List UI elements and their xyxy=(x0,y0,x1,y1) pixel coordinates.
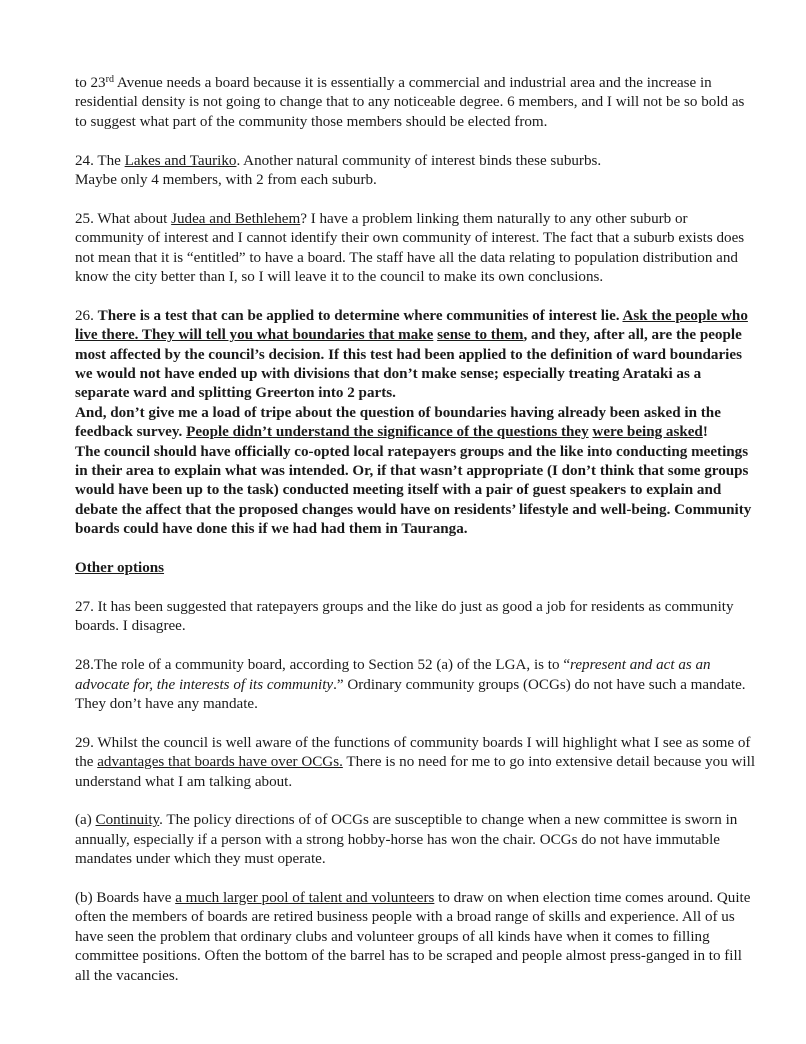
underlined-text: a much larger pool of talent and volunteers xyxy=(175,889,435,906)
text: to draw on when election time comes around. Quite often the members of boards are retired business people with a broad range of skills and experience. All of us have seen the problem that ordinary clubs and volunteer groups of all kinds have when it comes to filling committee positions. Often the bottom of the barrel has to be scraped and people almost press-ganged in to fill all the vacancies. xyxy=(75,889,751,984)
text: Avenue needs a board because it is essentially a commercial and industrial area and the increase in residential density is not going to change that to any noticeable degree. 6 members, and I will not be so bold as to suggest what part of the community those members should be elected from. xyxy=(75,75,745,130)
text: There is no need for me to go into extensive detail because you will understand what I am talking about. xyxy=(75,754,756,790)
text: (b) Boards have xyxy=(75,889,176,906)
paragraph-29 xyxy=(75,734,755,792)
text: 25. What about xyxy=(75,210,172,227)
paragraph-27: 27. It has been suggested that ratepayers groups and the like do just as good a job for residents as community boards. I disagree. xyxy=(75,598,734,635)
paragraph-a-continuity xyxy=(75,811,755,869)
paragraph-24 xyxy=(75,152,755,191)
text: . The policy directions of of OCGs are susceptible to change when a new committee is sworn in annually, especially if a person with a strong hobby-horse has won the chair. OCGs do not have immutable mandates under which they must operate. xyxy=(75,812,738,868)
bold-text: There is a test that can be applied to determine where communities of interest lie. xyxy=(97,307,623,324)
bold-underlined-text: were being asked xyxy=(592,424,703,441)
bold-underlined-text: People didn’t understand the significance of the questions they xyxy=(186,424,589,441)
underlined-text: Lakes and Tauriko xyxy=(124,152,237,169)
paragraph-25 xyxy=(75,210,755,288)
ordinal-suffix: rd xyxy=(105,74,114,85)
italic-quote: represent and act as an advocate for, the interests of its community xyxy=(75,657,711,693)
paragraph-26 xyxy=(75,307,755,540)
text: . Another natural community of interest binds these suburbs. xyxy=(236,152,602,169)
text: 29. Whilst the council is well aware of the functions of community boards I will highlight what I see as some of the xyxy=(75,734,751,771)
underlined-text: Judea and Bethlehem xyxy=(171,210,301,227)
paragraph-23-continued xyxy=(75,74,755,132)
bold-text: The council should have officially co-opted local ratepayers groups and the like into conducting meetings in their area to explain what was intended. Or, if that wasn’t appropriate (I don’t think that some groups would have been up to the task) conducted meeting itself with a pair of guest speakers to explain and debate the affect that the proposed changes would have on residents’ lifestyle and well-being. Community boards could have done this if we had had them in Tauranga. xyxy=(75,443,752,538)
text: to 23 xyxy=(75,75,106,91)
section-heading: Other options xyxy=(75,560,165,577)
bold-text: , and they, after all, are the people most affected by the council’s decision. If this test had been applied to the definition of ward boundaries we would not have ended up with divisions that don’t make sense; especially treating Arataki as a separate ward and splitting Greerton into 2 parts. xyxy=(75,327,742,402)
text: .” Ordinary community groups (OCGs) do not have such a mandate. They don’t have any mandate. xyxy=(75,676,746,712)
paragraph-b-talent xyxy=(75,889,755,986)
text: 26. xyxy=(75,307,98,324)
underlined-text: Continuity xyxy=(95,812,160,829)
underlined-text: advantages that boards have over OCGs. xyxy=(97,754,343,771)
text: 24. The xyxy=(75,152,125,169)
bold-text: And, don’t give me a load of tripe about the question of boundaries having already been asked in the feedback survey. xyxy=(75,404,721,441)
document-page xyxy=(75,74,755,986)
bold-text: ! xyxy=(702,424,708,441)
text: ? I have a problem linking them naturally to any other suburb or community of interest and I cannot identify their own community of interest. The fact that a suburb exists does not mean that it is “entitled” to have a board. The staff have all the data relating to population distribution and know the city better than I, so I will leave it to the council to make its own conclusions. xyxy=(75,210,745,286)
bold-underlined-text: sense to them xyxy=(437,327,524,344)
paragraph-28 xyxy=(75,656,755,714)
bold-underlined-text: Ask the people who live there. They will tell you what boundaries that make xyxy=(75,307,748,344)
text: Maybe only 4 members, with 2 from each suburb. xyxy=(75,172,377,189)
text: 28.The role of a community board, according to Section 52 (a) of the LGA, is to “ xyxy=(75,657,571,674)
text: (a) xyxy=(75,812,96,829)
